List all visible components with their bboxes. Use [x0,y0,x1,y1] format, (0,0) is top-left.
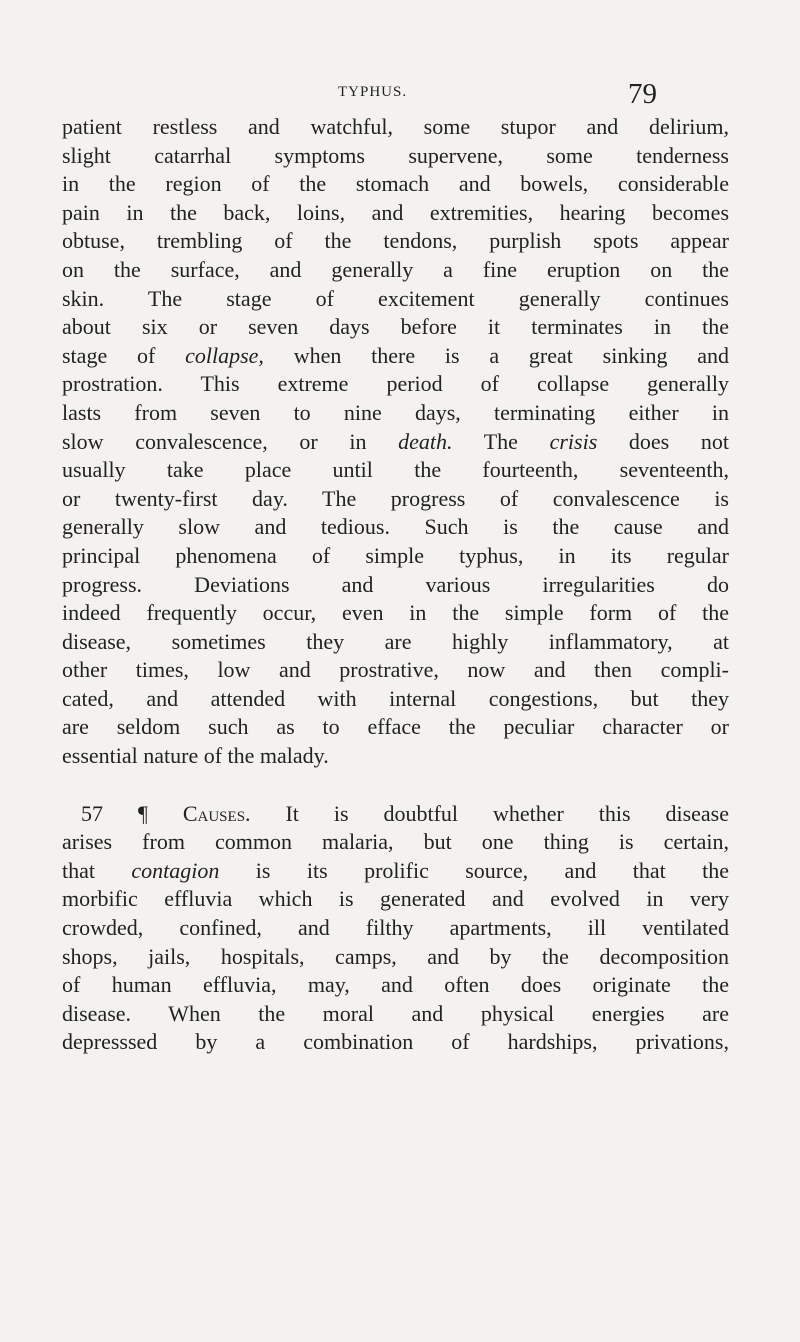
text-line: principal phenomena of simple typhus, in its regular [62,542,729,568]
text-line: crowded, confined, and filthy apartments, ill ventilated [62,915,729,941]
italic-term: crisis [549,428,598,454]
section-number: 57 ¶ [81,800,183,826]
text-line: pain in the back, loins, and extremities, hearing becomes [62,199,729,225]
running-head: TYPHUS. [338,84,408,100]
paragraph [62,113,729,771]
text-line: slight catarrhal symptoms supervene, some tenderness [62,142,729,168]
text-line: in the region of the stomach and bowels, considerable [62,171,729,197]
italic-term: death. [398,428,453,454]
text-run: does not [597,428,729,454]
text-line: essential nature of the malady. [62,743,329,769]
text-line: of human effluvia, may, and often does originate the [62,972,729,998]
paragraph-gap [62,771,729,800]
text-line: obtuse, trembling of the tendons, purplish spots appear [62,228,729,254]
text-run: stage of [62,342,186,368]
text-line: cated, and attended with internal congestions, but they [62,685,729,711]
text-line: disease, sometimes they are highly inflammatory, at [62,628,729,654]
page-number: 79 [628,78,657,110]
text-line: arises from common malaria, but one thing is certain, [62,829,729,855]
text-line: other times, low and prostrative, now and then compli- [62,657,729,683]
text-line [62,800,729,829]
text-line: disease. When the moral and physical energies are [62,1000,729,1026]
body-text [62,113,729,1057]
text-line: progress. Deviations and various irregularities do [62,571,729,597]
text-run: It is doubtful whether this disease [250,800,729,826]
text-run: is its prolific source, and that the [219,857,729,883]
section-title: Causes. [182,800,251,826]
text-line: lasts from seven to nine days, terminating either in [62,399,729,425]
text-line: skin. The stage of excitement generally continues [62,285,729,311]
text-line [62,428,729,457]
page-header [0,78,800,118]
text-line: depresssed by a combination of hardships, privations, [62,1029,729,1055]
text-line: or twenty-first day. The progress of convalescence is [62,485,729,511]
text-line: on the surface, and generally a fine eruption on the [62,256,729,282]
italic-term: contagion [131,857,220,883]
text-line: morbific effluvia which is generated and evolved in very [62,886,729,912]
text-line [62,857,729,886]
text-line: are seldom such as to efface the peculiar character or [62,714,729,740]
text-line: patient restless and watchful, some stupor and delirium, [62,114,729,139]
text-run: The [452,428,550,454]
paragraph [62,800,729,1057]
italic-term: collapse, [185,342,264,368]
text-line: about six or seven days before it terminates in the [62,314,729,340]
text-run: slow convalescence, or in [62,428,399,454]
text-line: shops, jails, hospitals, camps, and by the decomposition [62,943,729,969]
text-line: indeed frequently occur, even in the simple form of the [62,600,729,626]
text-line: generally slow and tedious. Such is the cause and [62,514,729,540]
text-line: usually take place until the fourteenth, seventeenth, [62,457,729,483]
text-run: when there is a great sinking and [263,342,730,368]
text-run: that [62,857,132,883]
text-line: prostration. This extreme period of collapse generally [62,371,729,397]
text-line [62,342,729,371]
